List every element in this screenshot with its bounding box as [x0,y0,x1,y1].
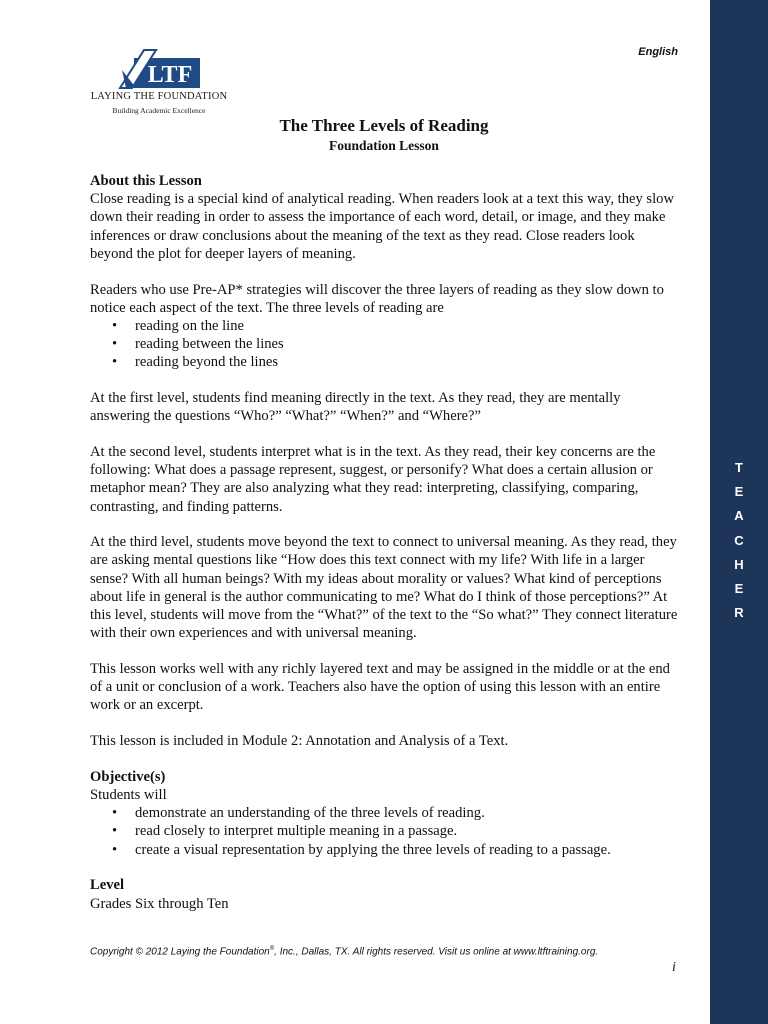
page-subtitle: Foundation Lesson [329,138,439,153]
list-item: • read closely to interpret multiple meaning in a passage. [90,822,680,840]
about-paragraph: At the second level, students interpret what is in the text. As they read, their key concerns are the following: What does a passage represent, suggest, or personify? What does a certain allusion or metaphor mean? They are also analyzing what they read: interpreting, classifying, comparing, contrasting, and finding patterns. [90,443,656,515]
logo-tagline: Building Academic Excellence [112,106,206,115]
logo-name: LAYING THE FOUNDATION [90,91,228,102]
about-heading: About this Lesson [90,173,202,189]
about-paragraph: Close reading is a special kind of analytical reading. When readers look at a text this way, they slow down their reading in order to assess the importance of each word, detail, or image, and they make inferences or draw conclusions about the meaning of the text as they read. Close readers look beyond the plot for deeper layers of meaning. [90,191,674,262]
sidebar-letter: R [734,605,744,621]
sidebar-letter: H [734,556,744,572]
ltf-logo-icon [118,48,202,90]
about-paragraph: This lesson is included in Module 2: Annotation and Analysis of a Text. [90,733,509,750]
levels-list [90,317,680,372]
about-paragraph: At the first level, students find meaning directly in the text. As they read, they are mentally answering the questions “Who?” “What?” “When?” and “Where?” [90,390,621,425]
language-label: English [638,46,678,58]
objectives-intro: Students will [90,786,167,803]
about-paragraph: At the third level, students move beyond the text to connect to universal meaning. As they read, they are asking mental questions like “How does this text connect with my life? With life in a larger sense? With all human beings? With my ideas about morality or values? What kind of perceptions about life in general is the author communicating to me? What do I think of those perceptions?” At this level, students will move from the “What?” of the text to the “So what?” They connect literature with their own experiences and with universal meaning. [90,534,678,642]
list-item: • reading on the line [90,317,680,335]
sidebar-letter: E [734,484,744,500]
copyright-prefix: Copyright © 2012 Laying the Foundation [90,946,270,958]
page-title: The Three Levels of Reading [279,116,489,135]
logo-mark-text: LTF [147,62,193,88]
copyright-footer [90,946,598,957]
list-item: • reading beyond the lines [90,353,680,371]
list-item: • create a visual representation by applying the three levels of reading to a passage. [90,841,680,859]
sidebar-letter: T [735,460,743,475]
about-paragraph: This lesson works well with any richly layered text and may be assigned in the middle or at the end of a unit or conclusion of a work. Teachers also have the option of using this lesson with an entire work or an excerpt. [90,660,670,714]
sidebar-label [710,456,768,625]
page-number: i [672,960,676,975]
level-heading: Level [90,877,125,894]
lesson-body [90,172,680,913]
list-item: • demonstrate an understanding of the three levels of reading. [90,804,680,822]
sidebar-letter: A [734,508,744,524]
sidebar-letter: C [734,532,744,548]
registered-mark: ® [269,946,275,952]
level-text: Grades Six through Ten [90,895,229,912]
about-paragraph: Readers who use Pre-AP* strategies will discover the three layers of reading as they slow down to notice each aspect of the text. The three levels of reading are [90,281,664,316]
list-item: • reading between the lines [90,335,680,353]
objectives-list [90,804,680,859]
copyright-suffix: , Inc., Dallas, TX. All rights reserved. Visit us online at www.ltftraining.org. [274,946,599,958]
sidebar-letter: E [734,581,744,597]
objectives-heading: Objective(s) [90,768,166,785]
